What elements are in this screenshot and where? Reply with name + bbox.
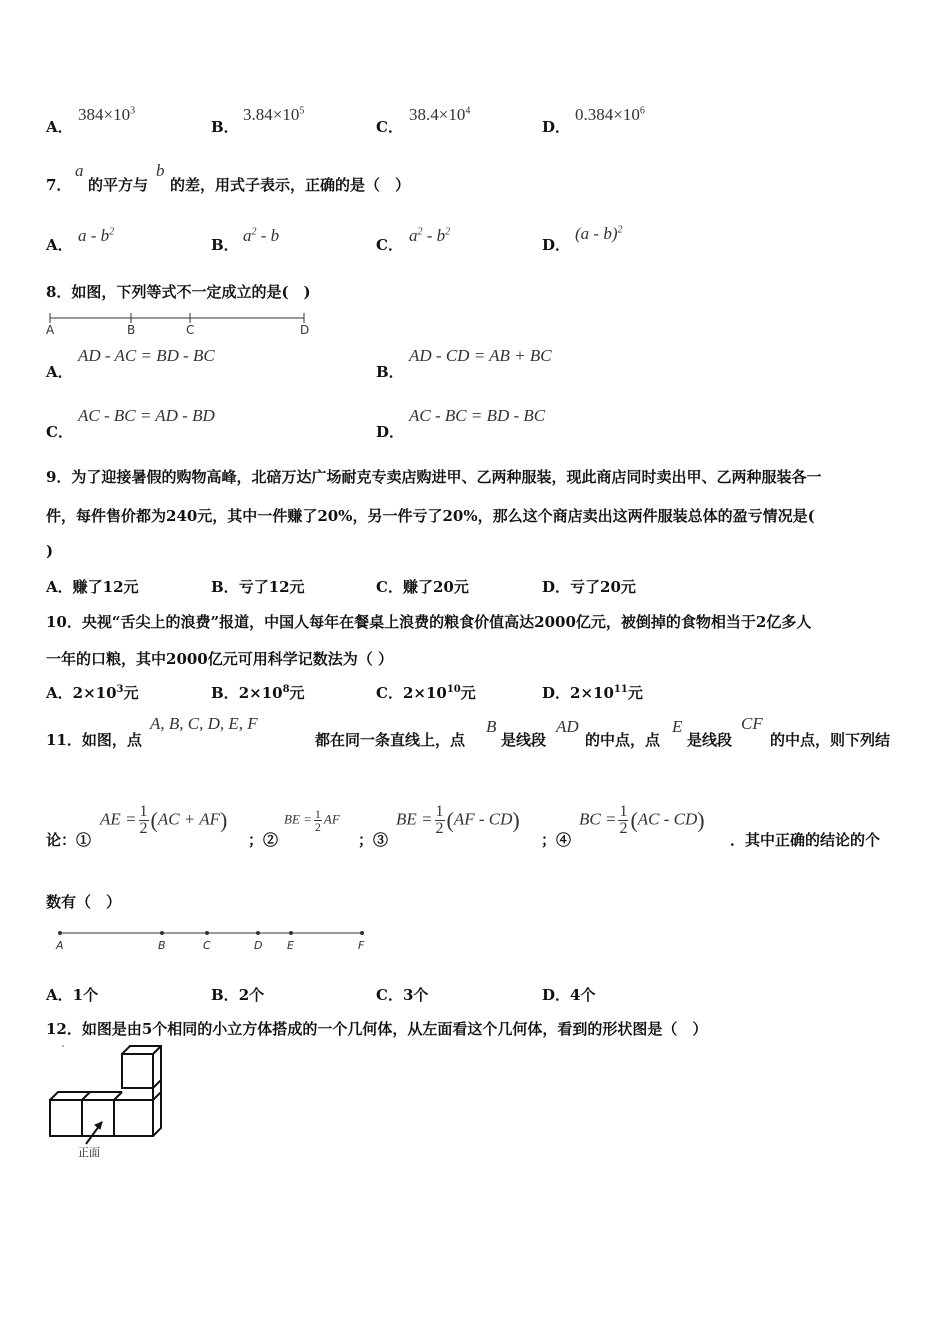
- point-label-a: A: [46, 323, 55, 337]
- q10-option-b: B．$2\times 10^8$元: [211, 684, 305, 702]
- q10-option-c: C．$2\times 10^{10}$元: [376, 684, 476, 702]
- q8-line-diagram: [44, 308, 314, 338]
- q7-option-d-expr: (a - b)$^2$: [575, 224, 623, 243]
- option-label: A．: [46, 118, 73, 136]
- q7-option-a-expr: a - $b^2$: [78, 226, 115, 245]
- q7-option-b-expr: $a^2$ - b: [243, 226, 280, 245]
- arrow-head: [95, 1122, 102, 1129]
- var-a: a: [75, 161, 84, 180]
- point-label-c: C: [186, 323, 195, 337]
- q11-option-d: D．4个: [542, 986, 596, 1004]
- q6-option-d-expr: $0.384\times 10^6$: [575, 105, 645, 124]
- dot-e: [289, 931, 293, 935]
- var-b: b: [156, 161, 165, 180]
- q6-option-d: D．: [542, 118, 571, 136]
- conclusion-4: BC = $\frac{1}{2}$ (AC - CD): [579, 803, 705, 837]
- q6-option-a: [46, 116, 73, 137]
- point-label-d: D: [300, 323, 310, 337]
- q11-option-c: C．3个: [376, 986, 429, 1004]
- q6-option-c: C．: [376, 118, 403, 136]
- q6-option-a-expr: $384\times 10^3$: [78, 105, 136, 124]
- conclusion-2: BE = $\frac{1}{2}$ AF: [284, 807, 340, 834]
- q8-stem: 8．如图，下列等式不一定成立的是( ): [46, 283, 311, 301]
- q12-cube-figure: [44, 1042, 174, 1162]
- q9-option-a: A．赚了12元: [46, 578, 139, 596]
- point-label-f: F: [358, 939, 365, 952]
- q11-option-a: A．1个: [46, 986, 99, 1004]
- q6-option-c-expr: $38.4\times 10^4$: [409, 105, 471, 124]
- cube-drawing: [50, 1046, 161, 1136]
- dot-b: [160, 931, 164, 935]
- q11-points-list: A, B, C, D, E, F: [150, 714, 258, 733]
- q9-option-b: B．亏了12元: [211, 578, 305, 596]
- front-label: 正面: [78, 1146, 100, 1159]
- speck: [62, 1045, 64, 1047]
- q8-option-c-expr: AC - BC = AD - BD: [78, 406, 215, 425]
- point-label-b: B: [127, 323, 136, 337]
- q9-option-c: C．赚了20元: [376, 578, 469, 596]
- q10-option-a: A．$2\times 10^3$元: [46, 684, 139, 702]
- conclusion-1: AE = $\frac{1}{2}$ (AC + AF): [100, 803, 228, 837]
- point-label-c: C: [203, 939, 211, 952]
- q11-line-diagram: [52, 924, 372, 954]
- q8-option-b-expr: AD - CD = AB + BC: [409, 346, 552, 365]
- q9-option-d: D．亏了20元: [542, 578, 636, 596]
- q7-option-c-expr: $a^2 - b^2$: [409, 226, 451, 245]
- dot-c: [205, 931, 209, 935]
- q8-option-a-expr: AD - AC = BD - BC: [78, 346, 215, 365]
- point-label-d: D: [254, 939, 263, 952]
- dot-d: [256, 931, 260, 935]
- point-label-e: E: [287, 939, 294, 952]
- q11-stem-line3: 数有（ ）: [46, 893, 122, 911]
- q10-option-d: D．$2\times 10^{11}$元: [542, 684, 643, 702]
- q6-option-b: B．: [211, 118, 239, 136]
- point-label-b: B: [158, 939, 166, 952]
- dot-f: [360, 931, 364, 935]
- dot-a: [58, 931, 62, 935]
- q12-stem: 12．如图是由5个相同的小立方体搭成的一个几何体，从左面看这个几何体，看到的形状图是（ ）: [46, 1020, 708, 1038]
- q8-option-d-expr: AC - BC = BD - BC: [409, 406, 546, 425]
- conclusion-3: BE = $\frac{1}{2}$ (AF - CD): [396, 803, 520, 837]
- q11-option-b: B．2个: [211, 986, 265, 1004]
- q6-option-b-expr: $3.84\times 10^5$: [243, 105, 305, 124]
- point-label-a: A: [56, 939, 64, 952]
